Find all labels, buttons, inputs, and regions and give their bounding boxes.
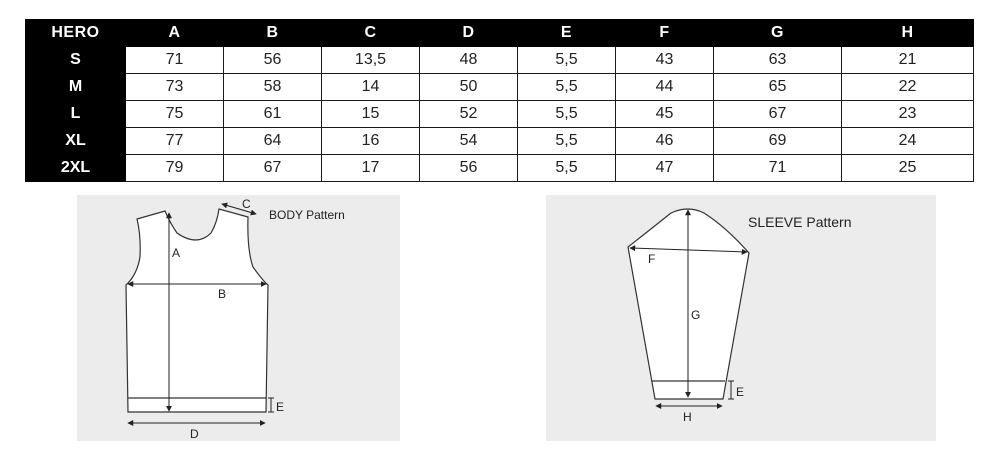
- table-cell: 48: [420, 47, 518, 74]
- label-a: A: [172, 246, 181, 260]
- table-cell: 13,5: [322, 47, 420, 74]
- table-cell: 46: [616, 128, 714, 155]
- table-cell: 56: [420, 155, 518, 182]
- header-cell-b: B: [224, 20, 322, 47]
- size-label: XL: [26, 128, 126, 155]
- header-cell-d: D: [420, 20, 518, 47]
- label-g: G: [691, 308, 701, 322]
- sleeve-pattern-title: SLEEVE Pattern: [748, 214, 852, 230]
- header-cell-c: C: [322, 20, 420, 47]
- table-body: [26, 47, 974, 182]
- size-label: M: [26, 74, 126, 101]
- table-header: [26, 20, 974, 47]
- body-pattern-panel: [77, 195, 400, 441]
- header-cell-size: HERO: [26, 20, 126, 47]
- table-cell: 56: [224, 47, 322, 74]
- table-row-m: [26, 74, 974, 101]
- table-cell: 15: [322, 101, 420, 128]
- label-e-sleeve: E: [736, 385, 745, 399]
- label-b: B: [218, 287, 227, 301]
- size-label: L: [26, 101, 126, 128]
- table-cell: 65: [714, 74, 842, 101]
- table-cell: 79: [126, 155, 224, 182]
- table-cell: 24: [842, 128, 974, 155]
- table-row-s: [26, 47, 974, 74]
- table-cell: 75: [126, 101, 224, 128]
- table-cell: 63: [714, 47, 842, 74]
- table-cell: 45: [616, 101, 714, 128]
- label-e-body: E: [276, 400, 285, 414]
- label-h: H: [683, 410, 692, 424]
- table-cell: 69: [714, 128, 842, 155]
- body-pattern-title: BODY Pattern: [269, 208, 345, 222]
- table-cell: 47: [616, 155, 714, 182]
- table-row-l: [26, 101, 974, 128]
- table-cell: 71: [126, 47, 224, 74]
- table-cell: 58: [224, 74, 322, 101]
- table-row-2xl: [26, 155, 974, 182]
- body-outline: [126, 209, 268, 412]
- table-cell: 5,5: [518, 74, 616, 101]
- table-cell: 16: [322, 128, 420, 155]
- table-cell: 44: [616, 74, 714, 101]
- table-cell: 73: [126, 74, 224, 101]
- table-cell: 52: [420, 101, 518, 128]
- table-cell: 5,5: [518, 128, 616, 155]
- table-cell: 23: [842, 101, 974, 128]
- body-pattern-diagram: [77, 195, 400, 441]
- header-cell-f: F: [616, 20, 714, 47]
- header-cell-a: A: [126, 20, 224, 47]
- table-cell: 77: [126, 128, 224, 155]
- header-cell-e: E: [518, 20, 616, 47]
- table-cell: 14: [322, 74, 420, 101]
- label-c: C: [242, 197, 251, 211]
- table-cell: 64: [224, 128, 322, 155]
- table-cell: 25: [842, 155, 974, 182]
- label-f: F: [648, 252, 656, 266]
- table-cell: 43: [616, 47, 714, 74]
- table-cell: 67: [224, 155, 322, 182]
- table-cell: 61: [224, 101, 322, 128]
- table-cell: 50: [420, 74, 518, 101]
- table-cell: 22: [842, 74, 974, 101]
- size-chart-table: [25, 19, 974, 182]
- table-cell: 17: [322, 155, 420, 182]
- header-cell-h: H: [842, 20, 974, 47]
- size-label: 2XL: [26, 155, 126, 182]
- table-cell: 5,5: [518, 155, 616, 182]
- table-cell: 67: [714, 101, 842, 128]
- table-row-xl: [26, 128, 974, 155]
- table-cell: 5,5: [518, 101, 616, 128]
- sleeve-pattern-diagram: [546, 195, 936, 441]
- header-row: [26, 20, 974, 47]
- table-cell: 5,5: [518, 47, 616, 74]
- size-label: S: [26, 47, 126, 74]
- label-d: D: [190, 427, 199, 441]
- table-cell: 21: [842, 47, 974, 74]
- sleeve-pattern-panel: [546, 195, 936, 441]
- header-cell-g: G: [714, 20, 842, 47]
- table-cell: 54: [420, 128, 518, 155]
- table-cell: 71: [714, 155, 842, 182]
